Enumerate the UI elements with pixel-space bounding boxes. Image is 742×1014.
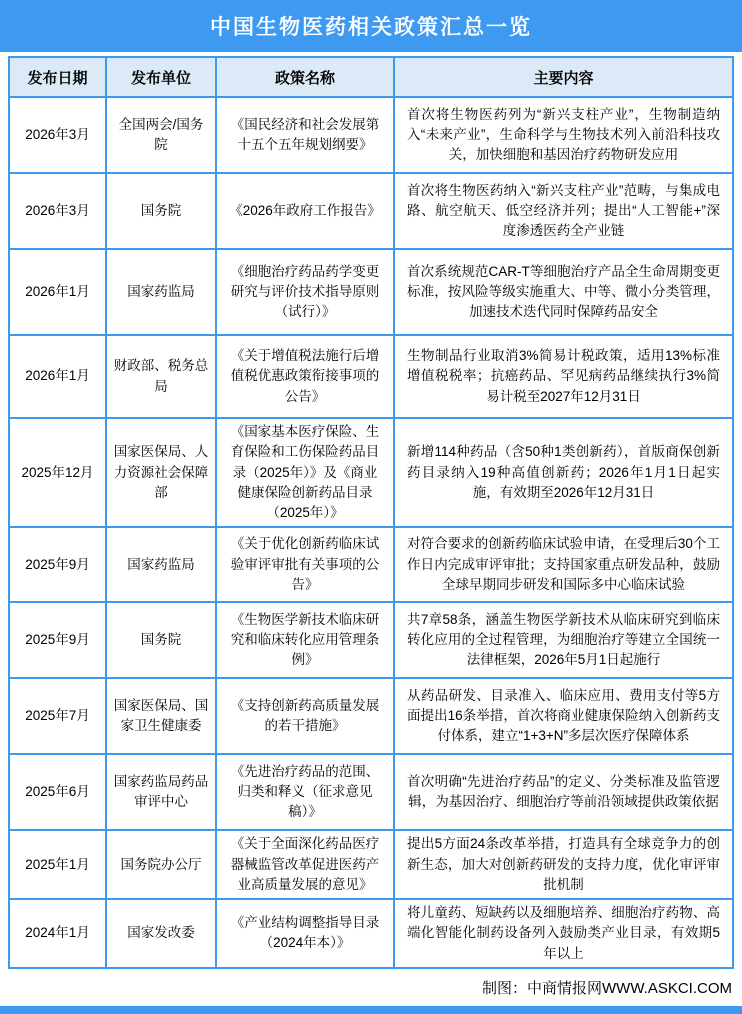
policy-name-cell: 《支持创新药高质量发展的若干措施》 <box>216 678 394 754</box>
policy-unit-cell: 国家药监局 <box>106 527 216 602</box>
policy-table-area <box>0 52 742 969</box>
policy-unit-cell: 全国两会/国务院 <box>106 97 216 173</box>
table-header-row <box>9 57 733 97</box>
policy-name-cell: 《国民经济和社会发展第十五个五年规划纲要》 <box>216 97 394 173</box>
policy-date-cell: 2025年9月 <box>9 527 106 602</box>
policy-unit-cell: 国家医保局、国家卫生健康委 <box>106 678 216 754</box>
policy-unit-cell: 国务院 <box>106 602 216 678</box>
table-row <box>9 830 733 899</box>
policy-name-cell: 《先进治疗药品的范围、归类和释义（征求意见稿）》 <box>216 754 394 830</box>
policy-name-cell: 《国家基本医疗保险、生育保险和工伤保险药品目录（2025年）》及《商业健康保险创新药品目录（2025年）》 <box>216 418 394 527</box>
policy-unit-cell: 财政部、税务总局 <box>106 335 216 418</box>
policy-date-cell: 2026年1月 <box>9 249 106 335</box>
policy-content-cell: 首次将生物医药列为“新兴支柱产业”，生物制造纳入“未来产业”，生命科学与生物技术列入前沿科技攻关，加快细胞和基因治疗药物研发应用 <box>394 97 733 173</box>
policy-date-cell: 2026年3月 <box>9 173 106 249</box>
policy-date-cell: 2025年1月 <box>9 830 106 899</box>
table-row <box>9 602 733 678</box>
column-header-unit: 发布单位 <box>106 57 216 97</box>
policy-unit-cell: 国家发改委 <box>106 899 216 968</box>
page-title: 中国生物医药相关政策汇总一览 <box>210 16 532 39</box>
policy-unit-cell: 国家医保局、人力资源社会保障部 <box>106 418 216 527</box>
policy-date-cell: 2024年1月 <box>9 899 106 968</box>
policy-unit-cell: 国务院办公厅 <box>106 830 216 899</box>
table-row <box>9 527 733 602</box>
policy-content-cell: 将儿童药、短缺药以及细胞培养、细胞治疗药物、高端化智能化制药设备列入鼓励类产业目录，有效期5年以上 <box>394 899 733 968</box>
policy-content-cell: 新增114种药品（含50种1类创新药），首版商保创新药目录纳入19种高值创新药；2026年1月1日起实施，有效期至2026年12月31日 <box>394 418 733 527</box>
policy-date-cell: 2026年1月 <box>9 335 106 418</box>
column-header-content: 主要内容 <box>394 57 733 97</box>
policy-name-cell: 《细胞治疗药品药学变更研究与评价技术指导原则（试行）》 <box>216 249 394 335</box>
policy-name-cell: 《生物医学新技术临床研究和临床转化应用管理条例》 <box>216 602 394 678</box>
table-row <box>9 418 733 527</box>
policy-content-cell: 生物制品行业取消3%简易计税政策，适用13%标准增值税税率；抗癌药品、罕见病药品继续执行3%简易计税至2027年12月31日 <box>394 335 733 418</box>
column-header-policy: 政策名称 <box>216 57 394 97</box>
policy-date-cell: 2025年7月 <box>9 678 106 754</box>
policy-date-cell: 2025年12月 <box>9 418 106 527</box>
table-row <box>9 249 733 335</box>
policy-content-cell: 从药品研发、目录准入、临床应用、费用支付等5方面提出16条举措，首次将商业健康保险纳入创新药支付体系，建立“1+3+N”多层次医疗保障体系 <box>394 678 733 754</box>
table-row <box>9 678 733 754</box>
table-row <box>9 335 733 418</box>
policy-content-cell: 首次将生物医药纳入“新兴支柱产业”范畴，与集成电路、航空航天、低空经济并列；提出“人工智能+”深度渗透医药全产业链 <box>394 173 733 249</box>
policy-date-cell: 2026年3月 <box>9 97 106 173</box>
policy-unit-cell: 国家药监局 <box>106 249 216 335</box>
policy-content-cell: 共7章58条，涵盖生物医学新技术从临床研究到临床转化应用的全过程管理，为细胞治疗等建立全国统一法律框架，2026年5月1日起施行 <box>394 602 733 678</box>
policy-table <box>8 56 734 969</box>
table-row <box>9 899 733 968</box>
policy-unit-cell: 国家药监局药品审评中心 <box>106 754 216 830</box>
policy-content-cell: 首次系统规范CAR-T等细胞治疗产品全生命周期变更标准，按风险等级实施重大、中等、微小分类管理，加速技术迭代同时保障药品安全 <box>394 249 733 335</box>
policy-content-cell: 首次明确“先进治疗药品”的定义、分类标准及监管逻辑，为基因治疗、细胞治疗等前沿领域提供政策依据 <box>394 754 733 830</box>
credit-text: 制图：中商情报网WWW.ASKCI.COM <box>482 979 732 997</box>
policy-name-cell: 《关于增值税法施行后增值税优惠政策衔接事项的公告》 <box>216 335 394 418</box>
footer <box>0 969 742 1006</box>
policy-name-cell: 《关于优化创新药临床试验审评审批有关事项的公告》 <box>216 527 394 602</box>
policy-name-cell: 《产业结构调整指导目录（2024年本）》 <box>216 899 394 968</box>
policy-date-cell: 2025年6月 <box>9 754 106 830</box>
table-row <box>9 97 733 173</box>
bottom-blue-bar <box>0 1006 742 1014</box>
policy-name-cell: 《2026年政府工作报告》 <box>216 173 394 249</box>
policy-content-cell: 对符合要求的创新药临床试验申请，在受理后30个工作日内完成审评审批；支持国家重点研发品种，鼓励全球早期同步研发和国际多中心临床试验 <box>394 527 733 602</box>
table-row <box>9 754 733 830</box>
title-banner <box>0 0 742 52</box>
table-row <box>9 173 733 249</box>
column-header-date: 发布日期 <box>9 57 106 97</box>
policy-content-cell: 提出5方面24条改革举措，打造具有全球竞争力的创新生态，加大对创新药研发的支持力度，优化审评审批机制 <box>394 830 733 899</box>
policy-date-cell: 2025年9月 <box>9 602 106 678</box>
policy-unit-cell: 国务院 <box>106 173 216 249</box>
policy-name-cell: 《关于全面深化药品医疗器械监管改革促进医药产业高质量发展的意见》 <box>216 830 394 899</box>
